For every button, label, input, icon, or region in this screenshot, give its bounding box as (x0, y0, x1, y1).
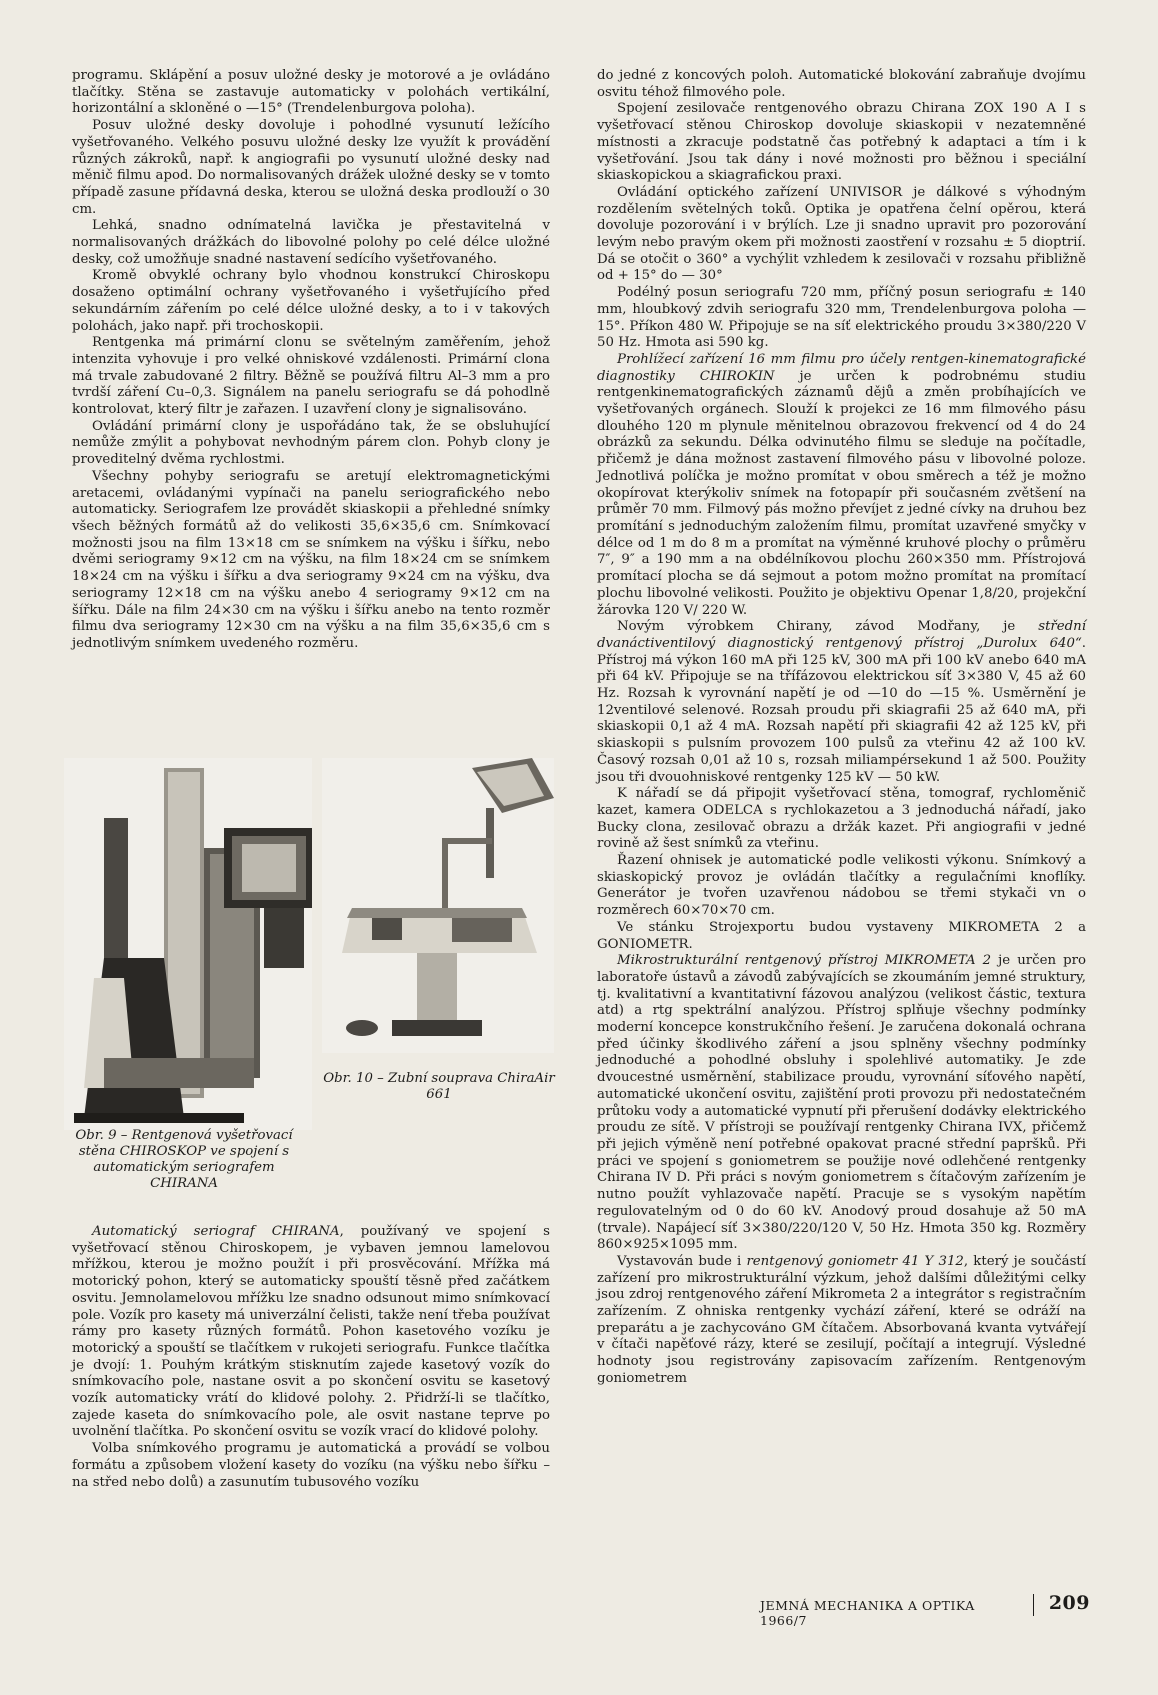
footer-divider (1033, 1594, 1034, 1616)
emphasis: rentgenový goniometr 41 Y 312 (746, 1253, 964, 1269)
paragraph: do jedné z koncových poloh. Automatické blokování zabraňuje dvojímu osvitu téhož filmového pole. (597, 68, 1086, 100)
paragraph: Volba snímkového programu je automatická a provádí se volbou formátu a způsobem vložení kasety do vozíku (na výšku nebo šířku – na střed nebo dolů) a zasunutím tubusového vozíku (72, 1441, 550, 1490)
paragraph: Ovládání optického zařízení UNIVISOR je dálkové s výhodným rozdělením světelných toků. Optika je opatřena čelní opěrou, která dovoluje pozorování i v brýlích. Lze ji snadno upravit pro pozorování levým nebo pravým okem při možnosti zaostření v rozsahu ± 5 dioptrií. Dá se otočit o 360° a vychýlit vzhledem k zesilovači v rozsahu přibližně od + 15° do — 30° (597, 184, 1086, 284)
dental-unit-illustration (322, 758, 554, 1053)
paragraph (72, 1224, 550, 1441)
paragraph: Kromě obvyklé ochrany bylo vhodnou konstrukcí Chiroskopu dosaženo optimální ochrany vyšetřovaného i vyšetřujícího před sekundárním zářením po celé délce uložné desky, a to i v takových polohách, jako např. při trochoskopii. (72, 268, 550, 334)
page-footer (760, 1592, 1090, 1628)
figure-chiraair-photo (322, 758, 554, 1053)
figure-9-caption: Obr. 9 – Rentgenová vyšetřovací stěna CHIROSKOP ve spojení s automatickým seriografem CHIRANA (75, 1128, 293, 1191)
figure-chiroskop-photo (64, 758, 312, 1130)
paragraph: Podélný posun seriografu 720 mm, příčný posun seriografu ± 140 mm, hloubkový zdvih seriografu 320 mm, Trendelenburgova poloha —15°. Příkon 480 W. Připojuje se na síť elektrického proudu 3×380/220 V 50 Hz. Hmota asi 590 kg. (597, 285, 1086, 351)
figure-10-caption: Obr. 10 – Zubní souprava ChiraAir 661 (323, 1071, 555, 1102)
paragraph: Lehká, snadno odnímatelná lavička je přestavitelná v normalisovaných drážkách do libovolné polohy po celé délce uložné desky, což umožňuje snadné nastavení sedícího vyšetřovaného. (72, 218, 550, 267)
left-bottom-text (72, 1224, 550, 1491)
paragraph: Ovládání primární clony je uspořádáno tak, že se obsluhující nemůže zmýlit a pohybovat nevhodným párem clon. Pohyb clony je proveditelný dvěma rychlostmi. (72, 418, 550, 468)
page-number: 209 (1048, 1592, 1090, 1614)
text-run: , používaný ve spojení s vyšetřovací stěnou Chiroskopem, je vybaven jemnou lamelovou mřížkou, kterou je možno použít i při prosvěcování. Mřížka má motorický pohon, který se automaticky spouští těsně před začátkem osvitu. Jemnolamelovou mřížku lze snadno odsunout mimo snímkovací pole. Vozík pro kasety má univerzální čelisti, takže není třeba používat rámy pro kasety různých formátů. Pohon kasetového vozíku je motorický a spouští se tlačítkem v rukojeti seriografu. Funkce tlačítka je dvojí: 1. Pouhým krátkým stisknutím zajede kasetový vozík do snímkovacího pole, nastane osvit a po skončení osvitu se kasetový vozík automaticky vrátí do klidové polohy. 2. Přidrží-li se tlačítko, zajede kaseta do snímkovacího pole, ale osvit nastane teprve po uvolnění tlačítka. Po skončení osvitu se vozík vrací do klidové polohy. (72, 1224, 550, 1440)
figures-area (64, 758, 562, 1258)
paragraph: K nářadí se dá připojit vyšetřovací stěna, tomograf, rychloměnič kazet, kamera ODELCA s rychlokazetou a 3 jednoduchá nářadí, jako Bucky clona, zesilovač obrazu a držák kazet. Při angiografii v jedné rovině až šest snímků za vteřinu. (597, 786, 1086, 852)
text-run: je určen k podrobnému studiu rentgenkinematografických záznamů dějů a změn probíhajících ve vyšetřovaných orgánech. Slouží k projekci ze 16 mm filmového pásu dlouhého 120 m plynule měnitelnou obrazovou frekvencí od 4 do 24 obrázků za sekundu. Délka odvinutého filmu se sleduje na počítadle, přičemž je dána možnost zastavení filmového pásu v libovolné poloze. Jednotlivá políčka je možno promítat v obou směrech a též je možno okopírovat kterýkoliv snímek na fotopapír při současném zvětšení na průměr 70 mm. Filmový pás možno převíjet z jedné cívky na druhou bez promítání s jednoduchým založením filmu, promítat uzavřené smyčky v délce od 1 m do 8 m a promítat na výměnné kruhové plochy o průměru 7″, 9″ a 190 mm a na obdélníkovou plochu 260×350 mm. Přístrojová promítací plocha se dá sejmout a potom možno promítat na promítací plochu libovolné velikosti. Použito je objektivu Openar 1,8/20, projekční žárovka 120 V/ 220 W. (597, 368, 1086, 618)
emphasis: Mikrostrukturální rentgenový přístroj MIKROMETA 2 (617, 953, 992, 969)
text-run: . Přístroj má výkon 160 mA při 125 kV, 300 mA při 100 kV anebo 640 mA při 64 kV. Připojuje se na třífázovou elektrickou síť 3×380 V, 45 až 60 Hz. Rozsah k vyrovnání napětí je od —10 do —15 %. Usměrnění je 12ventilové selenové. Rozsah proudu při skiagrafii 25 až 640 mA, při skiaskopii 0,1 až 4 mA. Rozsah napětí při skiagrafii 42 až 125 kV, při skiaskopii s pulsním provozem 100 pulsů za vteřinu 42 až 100 kV. Časový rozsah 0,01 až 10 s, rozsah miliampérsekund 1 až 500. Použity jsou tři dvouohniskové rentgenky 125 kV — 50 kW. (597, 635, 1086, 785)
paragraph: Řazení ohnisek je automatické podle velikosti výkonu. Snímkový a skiaskopický provoz je ovládán tlačítky a regulačními knoflíky. Generátor je tvořen uzavřenou nádobou se třemi stykači vn o rozměrech 60×70×70 cm. (597, 853, 1086, 919)
chiroskop-illustration (64, 758, 312, 1130)
emphasis: střední dvanáctiventilový diagnostický rentgenový přístroj „Durolux 640“ (597, 619, 1086, 651)
paragraph (597, 953, 1086, 1254)
paragraph: Spojení zesilovače rentgenového obrazu Chirana ZOX 190 A I s vyšetřovací stěnou Chiroskop dovoluje skiaskopii v nezatemněné místnosti a zkracuje podstatně čas potřebný k adaptaci a tím i k vyšetřování. Jsou tak dány i nové možnosti pro běžnou i speciální skiaskopickou a skiagrafickou praxi. (597, 101, 1086, 184)
right-column (597, 68, 1086, 1388)
paragraph (597, 619, 1086, 786)
emphasis: Automatický seriograf CHIRANA (92, 1224, 340, 1239)
paragraph (597, 1254, 1086, 1388)
paragraph: Ve stánku Strojexportu budou vystaveny MIKROMETA 2 a GONIOMETR. (597, 919, 1086, 952)
paragraph (597, 352, 1086, 619)
paragraph: Posuv uložné desky dovoluje i pohodlné vysunutí ležícího vyšetřovaného. Velkého posuvu uložné desky lze využít k provádění různých zákroků, např. k angiografii po vysunutí uložné desky nad měnič filmu apod. Do normalisovaných drážek uložné desky se v tomto případě zasune přídavná deska, kterou se uložná deska prodlouží o 30 cm. (72, 118, 550, 217)
journal-name: JEMNÁ MECHANIKA A OPTIKA 1966/7 (760, 1598, 975, 1628)
paragraph: Všechny pohyby seriografu se aretují elektromagnetickými aretacemi, ovládanými vypínači na panelu seriografického nebo automaticky. Seriografem lze provádět skiaskopii a přehledné snímky všech běžných formátů až do velikosti 35,6×35,6 cm. Snímkovací možnosti jsou na film 13×18 cm se snímkem na výšku i šířku, nebo dvěmi seriogramy 9×12 cm na výšku, na film 18×24 cm se snímkem 18×24 cm na výšku i šířku a dva seriogramy 9×24 cm na výšku, dva seriogramy 12×18 cm na výšku anebo 4 seriogramy 9×12 cm na šířku. Dále na film 24×30 cm na výšku i šířku anebo na tento rozměr filmu dva seriogramy 12×30 cm na výšku a na film 35,6×35,6 cm s jednotlivým snímkem uvedeného rozměru. (72, 468, 550, 651)
paragraph: Rentgenka má primární clonu se světelným zaměřením, jehož intenzita vyhovuje i pro velké ohniskové vzdálenosti. Primární clona má trvale zabudované 2 filtry. Běžně se používá filtru Al–3 mm a pro tvrdší záření Cu–0,3. Signálem na panelu seriografu se dá pohodlně kontrolovat, který filtr je zařazen. I uzavření clony je signalisováno. (72, 335, 550, 418)
text-run: , který je součástí zařízení pro mikrostrukturální výzkum, jehož dalšími důležitými celky jsou zdroj rentgenového záření Mikrometa 2 a integrátor s registračním zařízením. Z ohniska rentgenky vychází záření, které se odráží na preparátu a je zachycováno GM čítačem. Absorbovaná kvanta vytvářejí v čítači napěťové rázy, které se zesilují, počítají a integrují. Výsledné hodnoty jsou registrovány zapisovacím zařízením. Rentgenovým goniometrem (597, 1253, 1086, 1386)
text-run: Novým výrobkem Chirany, závod Modřany, je (617, 619, 1039, 635)
paragraph: programu. Sklápění a posuv uložné desky je motorové a je ovládáno tlačítky. Stěna se zastavuje automaticky v polohách vertikální, horizontální a skloněné o —15° (Trendelenburgova poloha). (72, 68, 550, 117)
emphasis: Prohlížecí zařízení 16 mm filmu pro účely rentgen-kinematografické diagnostiky CHIROKIN (597, 351, 1086, 384)
left-column (72, 68, 550, 653)
text-run: Vystavován bude i (617, 1253, 747, 1269)
text-run: je určen pro laboratoře ústavů a závodů zabývajících se zkoumáním jemné struktury, tj. kvalitativní a kvantitativní fázovou analýzou (velikost částic, textura atd) a rtg spektrální analýzou. Přístroj splňuje všechny podmínky moderní koncepce konstrukčního řešení. Je zaručena dokonalá ochrana před účinky škodlivého záření a jsou splněny všechny podmínky jednoduché a pohodlné obsluhy i spolehlivé automatiky. Je zde dvoucestné usměrnění, stabilizace proudu, vyrovnání síťového napětí, automatické ukončení osvitu, zajištění proti provozu při nedostatečném průtoku vody a automatické vypnutí při přerušení dodávky elektrického proudu ze sítě. V přístroji se používají rentgenky Chirana IVX, přičemž při jejich výměně není potřebné opakovat pracné střední papršků. Při práci ve spojení s goniometrem se použije nové odlehčené rentgenky Chirana IV D. Při práci s novým goniometrem s čítačovým zařízením je nutno použít vyhlazovače napětí. Pracuje se s vysokým napětím regulovatelným od 0 do 60 kV. Anodový proud dosahuje až 50 mA (trvale). Napájecí síť 3×380/220/120 V, 50 Hz. Hmota 350 kg. Rozměry 860×925×1095 mm. (597, 953, 1086, 1253)
